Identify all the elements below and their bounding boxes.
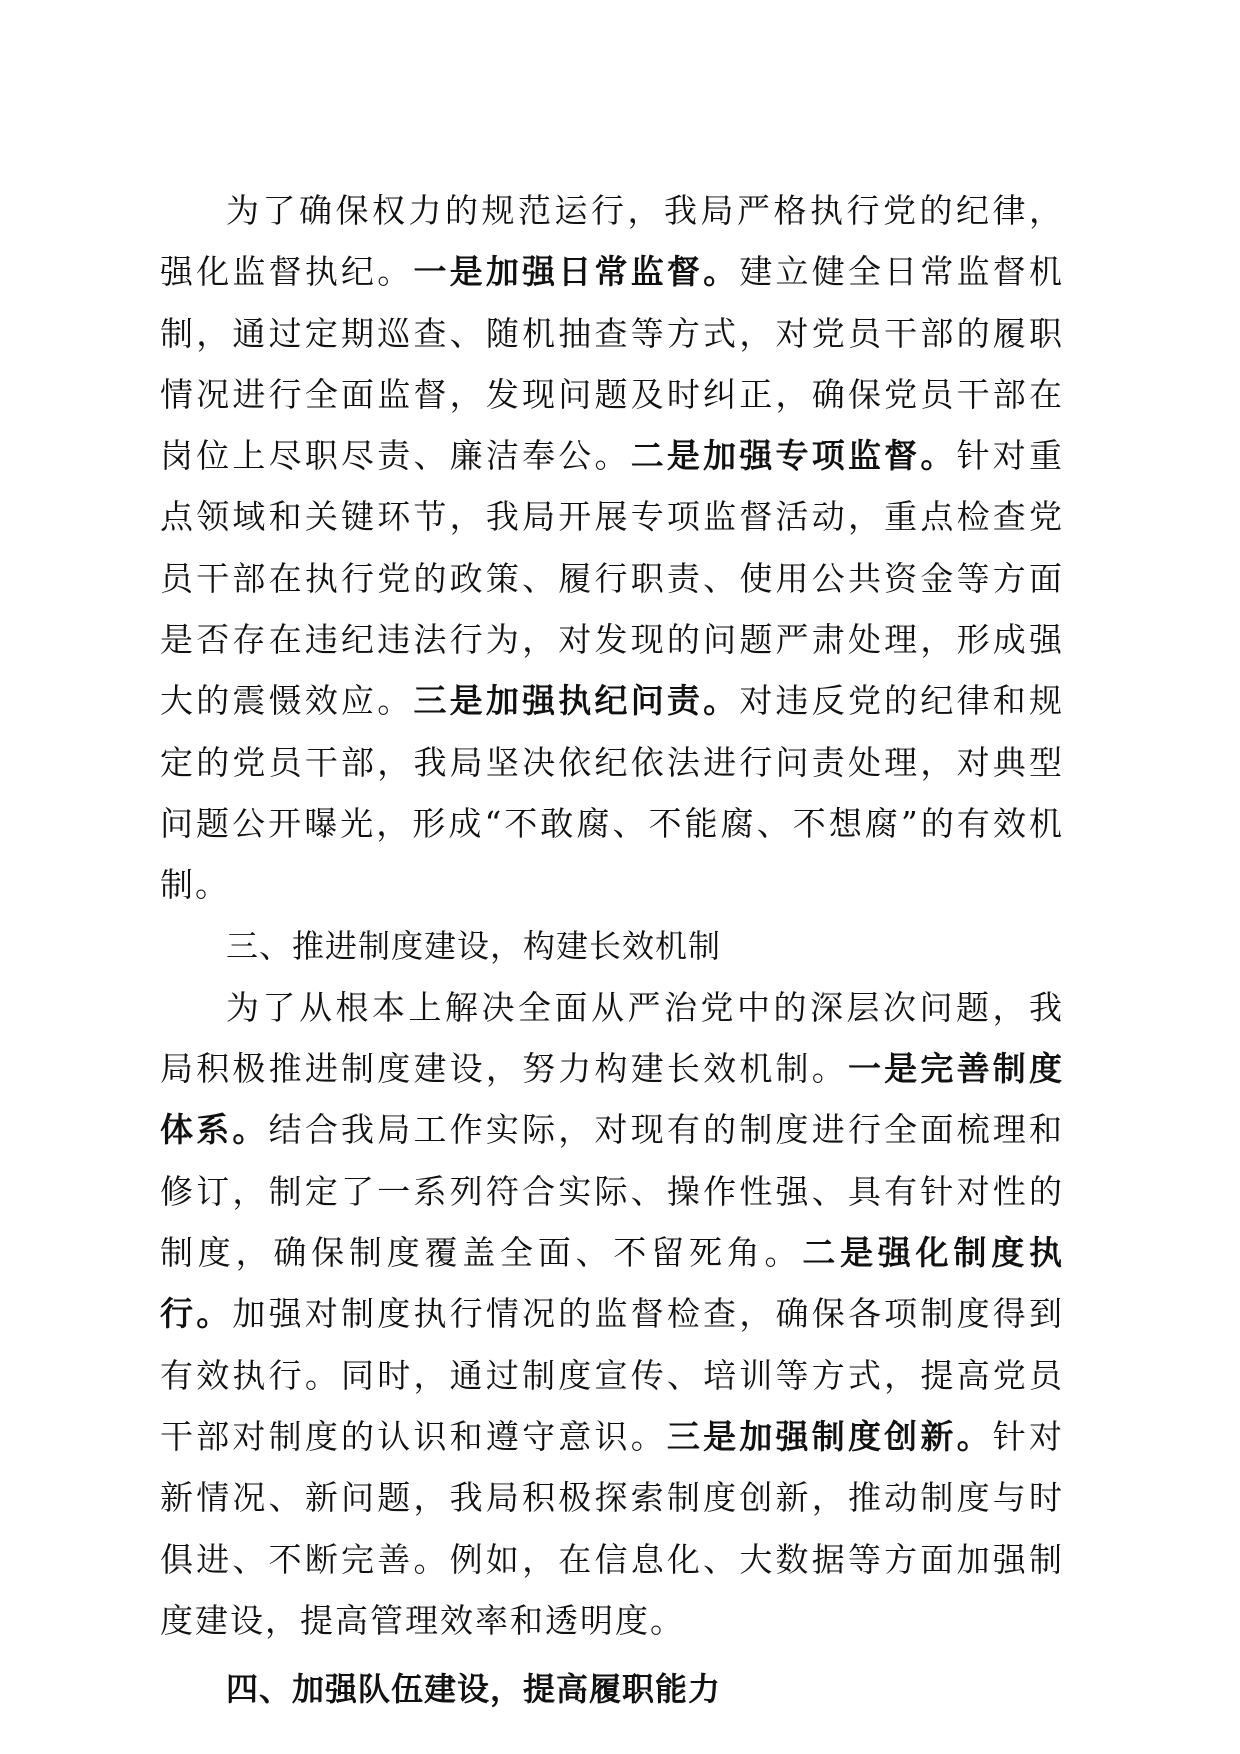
- document-page: [160, 180, 1064, 1720]
- paragraph-text: 建立健全日常监督机制，通过定期巡查、随机抽查等方式，对党员干部的履职情况进行全面监督，发现问题及时纠正，确保党员干部在岗位上尽职尽责、廉洁奉公。: [160, 252, 1065, 476]
- paragraph-text: 针对重点领域和关键环节，我局开展专项监督活动，重点检查党员干部在执行党的政策、履行职责、使用公共资金等方面是否存在违纪违法行为，对发现的问题严肃处理，形成强大的震慑效应。: [160, 436, 1065, 721]
- paragraph-supervision: [160, 180, 1064, 916]
- paragraph-text: 针对新情况、新问题，我局积极探索制度创新，推动制度与时俱进、不断完善。例如，在信息化、大数据等方面加强制度建设，提高管理效率和透明度。: [160, 1416, 1065, 1640]
- paragraph-text: 结合我局工作实际，对现有的制度进行全面梳理和修订，制定了一系列符合实际、操作性强、具有针对性的制度，确保制度覆盖全面、不留死角。: [160, 1110, 1064, 1273]
- section-heading-3: 三、推进制度建设，构建长效机制: [226, 926, 722, 965]
- bold-point-daily-supervision: 一是加强日常监督。: [413, 252, 740, 292]
- paragraph-text: 为了从根本上解决全面从严治党中的深层次问题，我局积极推进制度建设，努力构建长效机制。: [160, 987, 1064, 1089]
- section-heading-4: 四、加强队伍建设，提高履职能力: [226, 1670, 722, 1709]
- bold-point-accountability: 三是加强执纪问责。: [413, 681, 740, 721]
- bold-point-special-supervision: 二是加强专项监督。: [630, 436, 957, 476]
- paragraph-text: 对违反党的纪律和规定的党员干部，我局坚决依纪依法进行问责处理，对典型问题公开曝光，形成“不敢腐、不能腐、不想腐”的有效机制。: [160, 681, 1065, 905]
- bold-point-system-execution: 二是强化制度执行。: [160, 1233, 1065, 1334]
- bold-point-system-improvement: 一是完善制度体系。: [160, 1049, 1065, 1150]
- paragraph-text: 加强对制度执行情况的监督检查，确保各项制度得到有效执行。同时，通过制度宣传、培训等方式，提高党员干部对制度的认识和遵守意识。: [160, 1294, 1065, 1456]
- paragraph-text: 为了确保权力的规范运行，我局严格执行党的纪律，强化监督执纪。: [160, 191, 1064, 292]
- paragraph-institution-building: [160, 977, 1064, 1651]
- bold-point-system-innovation: 三是加强制度创新。: [666, 1416, 993, 1456]
